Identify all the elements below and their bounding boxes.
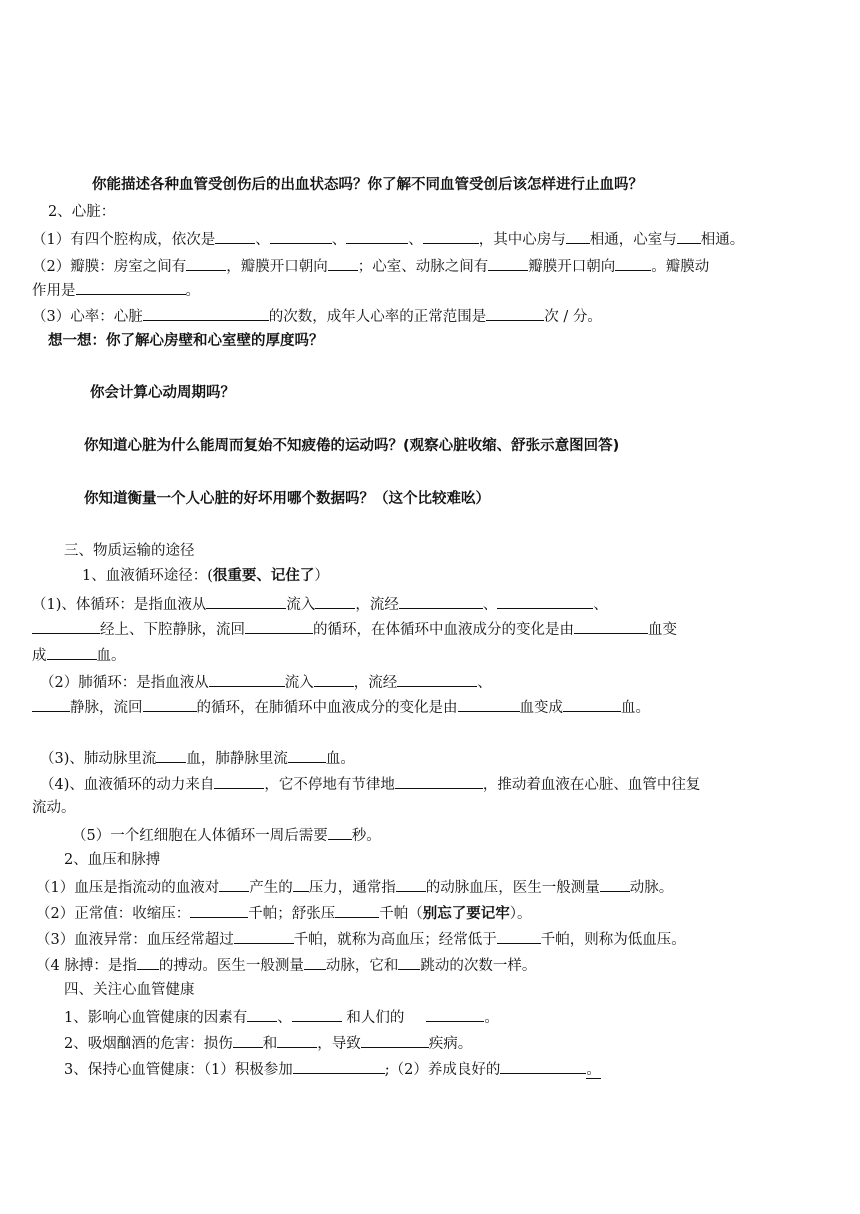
blank[interactable] bbox=[488, 256, 528, 271]
text: 作用是 bbox=[32, 283, 76, 299]
blank[interactable] bbox=[215, 229, 255, 244]
blank[interactable] bbox=[497, 929, 541, 944]
blank[interactable] bbox=[156, 748, 186, 763]
red-cell-line bbox=[72, 825, 381, 845]
circulation-subtitle bbox=[82, 567, 329, 585]
text: ，瓣膜开口朝向 bbox=[226, 259, 328, 275]
text: 相通。 bbox=[700, 232, 745, 248]
blank[interactable] bbox=[500, 1059, 586, 1074]
text: ;（2）养成良好的 bbox=[384, 1062, 501, 1078]
text: 瓣膜开口朝向 bbox=[528, 259, 616, 275]
blank[interactable] bbox=[288, 748, 326, 763]
blank[interactable] bbox=[214, 774, 264, 789]
blank[interactable] bbox=[304, 955, 326, 970]
blank[interactable] bbox=[270, 229, 332, 244]
blank[interactable] bbox=[293, 877, 309, 892]
text: 流入 bbox=[286, 597, 316, 613]
text: 血。 bbox=[621, 700, 650, 716]
blank[interactable] bbox=[677, 229, 701, 244]
question-bleeding: 你能描述各种血管受创伤后的出血状态吗？你了解不同血管受创后该怎样进行止血吗？ bbox=[92, 177, 643, 193]
text: ，推动着血液在心脏、血管中往复 bbox=[482, 777, 701, 793]
text: ，它不停地有节律地 bbox=[264, 777, 395, 793]
text: 血。 bbox=[96, 648, 126, 664]
text: ；心室、动脉之间有 bbox=[357, 259, 489, 275]
blank[interactable] bbox=[486, 306, 544, 321]
text: 、 bbox=[482, 597, 498, 613]
text: 相通，心室与 bbox=[589, 232, 677, 248]
blank[interactable] bbox=[396, 877, 426, 892]
blank[interactable] bbox=[247, 1007, 277, 1022]
health-factors-line bbox=[64, 1007, 499, 1027]
text: 经上、下腔静脉，流回 bbox=[100, 622, 245, 638]
text: （1）血压是指流动的血液对 bbox=[36, 880, 220, 896]
text: 、 bbox=[331, 232, 347, 248]
maintain-health-line bbox=[64, 1059, 601, 1079]
text: ，导致 bbox=[317, 1036, 361, 1052]
text: 血变成 bbox=[519, 700, 563, 716]
text: 。瓣膜动 bbox=[651, 259, 710, 275]
text: （2）正常值：收缩压： bbox=[36, 906, 191, 922]
blank[interactable] bbox=[32, 697, 70, 712]
text: ，流经 bbox=[355, 597, 399, 613]
blank[interactable] bbox=[277, 1033, 317, 1048]
text: 静脉，流回 bbox=[70, 700, 143, 716]
circulation-power-line bbox=[40, 774, 700, 794]
text: 秒。 bbox=[351, 828, 381, 844]
text: 千帕；舒张压 bbox=[248, 906, 336, 922]
blank[interactable] bbox=[395, 774, 483, 789]
text: 疾病。 bbox=[428, 1036, 473, 1052]
circulation-power-line-2: 流动。 bbox=[32, 800, 76, 816]
blank[interactable] bbox=[293, 1059, 385, 1074]
text: 。 bbox=[484, 1010, 499, 1026]
blank[interactable] bbox=[423, 229, 479, 244]
blank[interactable] bbox=[315, 594, 355, 609]
text: 、 bbox=[255, 232, 270, 248]
blank[interactable] bbox=[497, 594, 593, 609]
blank[interactable] bbox=[314, 672, 354, 687]
text: 动脉。 bbox=[629, 880, 674, 896]
heart-valves-line-2 bbox=[32, 280, 200, 300]
text: （2）肺循环：是指血液从 bbox=[40, 675, 209, 691]
blank[interactable] bbox=[137, 955, 159, 970]
text: 。 bbox=[586, 1062, 601, 1078]
blank[interactable] bbox=[47, 645, 97, 660]
text: ，其中心房与 bbox=[478, 232, 566, 248]
blank[interactable] bbox=[574, 619, 648, 634]
blank[interactable] bbox=[206, 594, 286, 609]
text: （4 脉搏：是指 bbox=[36, 958, 137, 974]
blank[interactable] bbox=[458, 697, 520, 712]
text: 跳动的次数一样。 bbox=[420, 958, 537, 974]
text: 1、影响心血管健康的因素有 bbox=[64, 1010, 248, 1026]
blank[interactable] bbox=[398, 955, 420, 970]
text: （1）有四个腔构成，依次是 bbox=[32, 232, 216, 248]
text: 成 bbox=[32, 648, 47, 664]
emphasis: 别忘了要记牢 bbox=[422, 906, 510, 922]
question-cycle: 你会计算心动周期吗？ bbox=[90, 385, 235, 401]
blank[interactable] bbox=[245, 619, 313, 634]
pulmonary-vessels-line bbox=[40, 748, 355, 768]
text: 千帕，就称为高血压；经常低于 bbox=[293, 932, 497, 948]
section-3-title: 三、物质运输的途径 bbox=[64, 543, 195, 559]
text: （4)、血液循环的动力来自 bbox=[40, 777, 215, 793]
systemic-line-3 bbox=[32, 645, 126, 665]
blank[interactable] bbox=[397, 672, 477, 687]
text: 的次数，成年人心率的正常范围是 bbox=[268, 309, 487, 325]
blank[interactable] bbox=[399, 594, 483, 609]
systemic-line-1 bbox=[32, 594, 608, 614]
blank[interactable] bbox=[233, 1033, 263, 1048]
text: 千帕，则称为低血压。 bbox=[540, 932, 686, 948]
text: 流入 bbox=[284, 675, 314, 691]
text: 千帕（ bbox=[379, 906, 423, 922]
pulse-line bbox=[36, 955, 536, 975]
blank[interactable] bbox=[186, 256, 226, 271]
blank[interactable] bbox=[234, 929, 294, 944]
text: 的循环，在体循环中血液成分的变化是由 bbox=[313, 622, 574, 638]
question-tireless: 你知道心脏为什么能周而复始不知疲倦的运动吗？(观察心脏收缩、舒张示意图回答) bbox=[84, 438, 620, 454]
blank[interactable] bbox=[209, 672, 285, 687]
blank[interactable] bbox=[328, 256, 358, 271]
text: （1)、体循环：是指血液从 bbox=[32, 597, 207, 613]
section-4-title: 四、关注心血管健康 bbox=[64, 982, 195, 998]
text: 产生的 bbox=[249, 880, 293, 896]
blank[interactable] bbox=[426, 1007, 484, 1022]
text: 2、吸烟酗酒的危害：损伤 bbox=[64, 1036, 233, 1052]
text: ）。 bbox=[509, 906, 532, 922]
blank[interactable] bbox=[566, 229, 590, 244]
text: 和 bbox=[262, 1036, 278, 1052]
blank[interactable] bbox=[335, 903, 379, 918]
text: 的搏动。医生一般测量 bbox=[158, 958, 304, 974]
text: ） bbox=[314, 568, 329, 584]
text: 、 bbox=[277, 1010, 292, 1026]
blank[interactable] bbox=[143, 697, 197, 712]
text: 、 bbox=[593, 597, 608, 613]
bp-subtitle: 2、血压和脉搏 bbox=[64, 852, 161, 868]
think-prompt: 想一想：你了解心房壁和心室壁的厚度吗？ bbox=[48, 333, 324, 349]
text: （3）血液异常：血压经常超过 bbox=[36, 932, 234, 948]
text: （5）一个红细胞在人体循环一周后需要 bbox=[72, 828, 328, 844]
question-measure: 你知道衡量一个人心脏的好坏用哪个数据吗？（这个比较难吆） bbox=[84, 491, 490, 507]
pulmonary-line-1 bbox=[40, 672, 492, 692]
text: ，流经 bbox=[353, 675, 398, 691]
text: 、 bbox=[408, 232, 423, 248]
text: 血，肺静脉里流 bbox=[186, 751, 288, 767]
blank[interactable] bbox=[563, 697, 621, 712]
bp-line-3 bbox=[36, 929, 686, 949]
text: （3)、肺动脉里流 bbox=[40, 751, 157, 767]
systemic-line-2 bbox=[32, 619, 677, 639]
bp-line-2 bbox=[36, 903, 531, 923]
text: （3）心率：心脏 bbox=[32, 309, 143, 325]
blank[interactable] bbox=[361, 1033, 429, 1048]
heart-valves-line bbox=[32, 256, 709, 276]
bp-line-1 bbox=[36, 877, 673, 897]
heart-title: 2、心脏： bbox=[48, 204, 116, 220]
text: （2）瓣膜：房室之间有 bbox=[32, 259, 187, 275]
emphasis: 很重要、记住了 bbox=[212, 568, 315, 584]
blank[interactable] bbox=[32, 619, 100, 634]
blank[interactable] bbox=[615, 256, 651, 271]
heart-chambers-line bbox=[32, 229, 744, 249]
blank[interactable] bbox=[76, 280, 186, 295]
blank[interactable] bbox=[219, 877, 249, 892]
text: 和人们的 bbox=[341, 1010, 405, 1026]
text: 。 bbox=[185, 283, 200, 299]
blank[interactable] bbox=[328, 825, 352, 840]
text: 动脉，它和 bbox=[325, 958, 399, 974]
text: 血。 bbox=[325, 751, 355, 767]
blank[interactable] bbox=[292, 1007, 342, 1022]
text: 血变 bbox=[648, 622, 677, 638]
blank[interactable] bbox=[143, 306, 269, 321]
heart-rate-line bbox=[32, 306, 602, 326]
text: 的动脉血压，医生一般测量 bbox=[425, 880, 600, 896]
blank[interactable] bbox=[346, 229, 408, 244]
blank[interactable] bbox=[600, 877, 630, 892]
smoking-line bbox=[64, 1033, 472, 1053]
text: 次 / 分。 bbox=[544, 309, 602, 325]
blank[interactable] bbox=[190, 903, 248, 918]
text: 、 bbox=[477, 675, 492, 691]
text: 压力，通常指 bbox=[308, 880, 396, 896]
text: 3、保持心血管健康：（1）积极参加 bbox=[64, 1062, 293, 1078]
text: 的循环，在肺循环中血液成分的变化是由 bbox=[196, 700, 458, 716]
text: 1、血液循环途径：( bbox=[82, 568, 213, 584]
pulmonary-line-2 bbox=[32, 697, 650, 717]
